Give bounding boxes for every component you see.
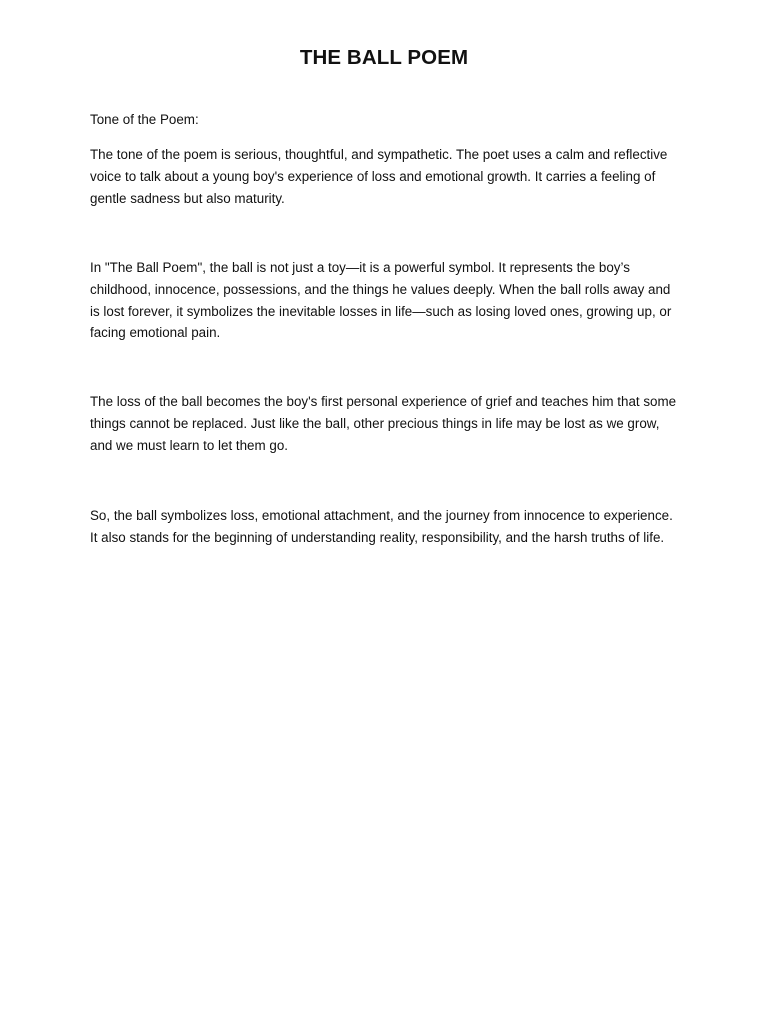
tone-paragraph: The tone of the poem is serious, thoughtful, and sympathetic. The poet uses a calm and reflective voice to talk about a young boy's experience of loss and emotional growth. It carries a feeling of gentle sadness but also maturity. <box>90 147 668 206</box>
symbol-paragraph: In "The Ball Poem", the ball is not just a toy—it is a powerful symbol. It represents the boy’s childhood, innocence, possessions, and the things he values deeply. When the ball rolls away and is lost forever, it symbolizes the inevitable losses in life—such as losing loved ones, growing up, or facing emotional pain. <box>90 260 672 341</box>
tone-label: Tone of the Poem: <box>90 112 199 127</box>
page-title: THE BALL POEM <box>299 46 469 69</box>
loss-paragraph: The loss of the ball becomes the boy's first personal experience of grief and teaches him that some things cannot be replaced. Just like the ball, other precious things in life may be lost as we grow, and we must learn to let them go. <box>90 394 677 453</box>
summary-paragraph: So, the ball symbolizes loss, emotional attachment, and the journey from innocence to experience. It also stands for the beginning of understanding reality, responsibility, and the harsh truths of life. <box>90 508 673 545</box>
